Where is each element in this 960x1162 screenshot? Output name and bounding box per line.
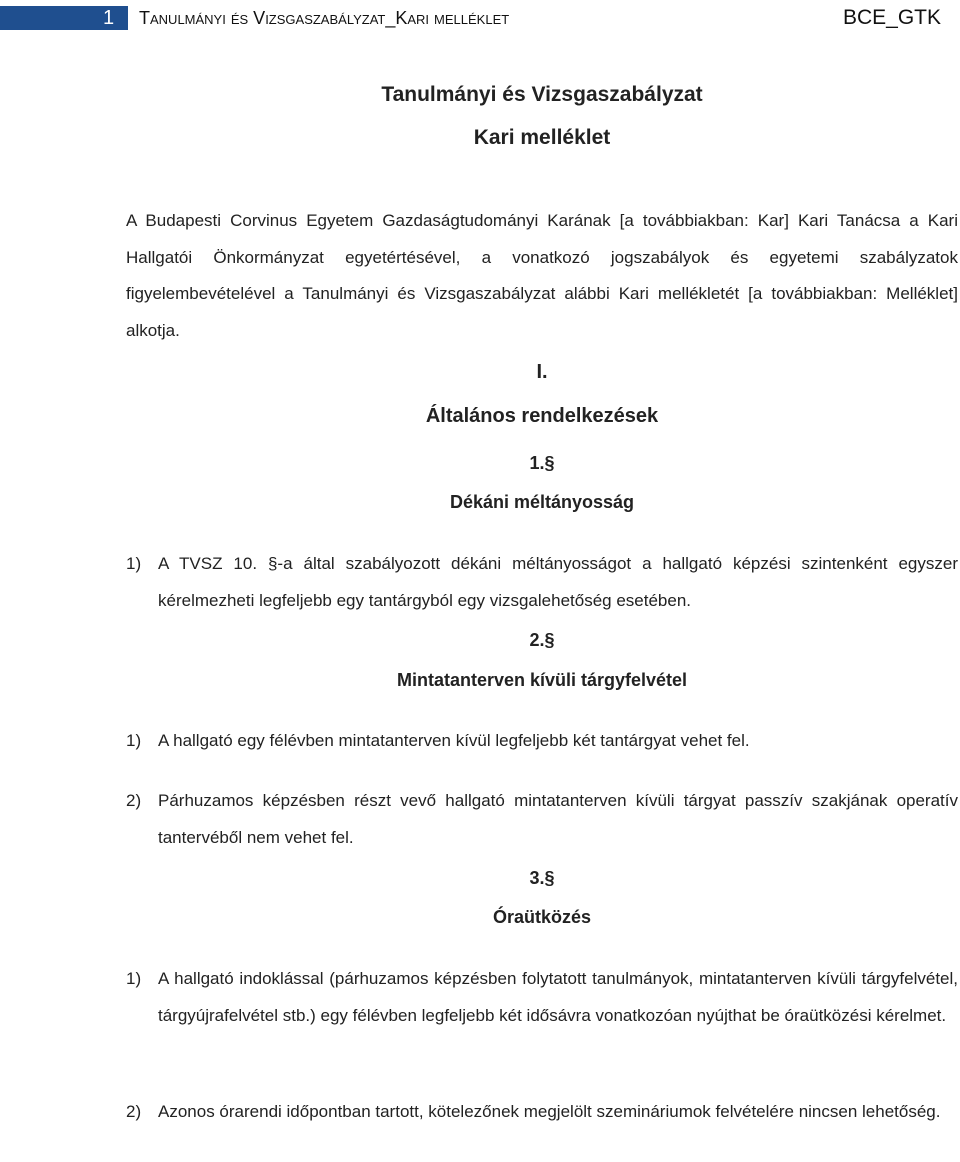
intro-paragraph: A Budapesti Corvinus Egyetem Gazdaságtudományi Karának [a továbbiakban: Kar] Kari Tanácsa a Kari Hallgatói Önkormányzat egyetértésével, a vonatkozó jogszabályok és egyetemi szabályzatok figyelembevételével a Tanulmányi és Vizsgaszabályzat alábbi Kari mellékletét [a továbbiakban: Melléklet] alkotja. bbox=[126, 211, 958, 340]
section-number: 1.§ bbox=[529, 453, 555, 473]
document-subtitle: Kari melléklet bbox=[473, 126, 611, 149]
item-number: 1) bbox=[126, 969, 142, 988]
section-number: 3.§ bbox=[529, 868, 555, 888]
list-item bbox=[126, 782, 958, 856]
section-number: 2.§ bbox=[529, 630, 555, 650]
list-item bbox=[126, 1093, 958, 1130]
list-item bbox=[126, 545, 958, 619]
item-number: 2) bbox=[126, 791, 142, 810]
section-title: Óraütközés bbox=[492, 907, 592, 927]
list-item bbox=[126, 722, 958, 759]
item-text: Párhuzamos képzésben részt vevő hallgató mintatanterven kívüli tárgyat passzív szakjának operatív tantervéből nem vehet fel. bbox=[158, 791, 958, 847]
page-number: 1 bbox=[103, 7, 115, 29]
page-number-box bbox=[0, 6, 128, 30]
list-item bbox=[126, 960, 958, 1034]
section-title: Mintatanterven kívüli tárgyfelvétel bbox=[396, 670, 688, 690]
document-title: Tanulmányi és Vizsgaszabályzat bbox=[381, 83, 703, 106]
chapter-title: Általános rendelkezések bbox=[425, 405, 659, 427]
section-title: Dékáni méltányosság bbox=[449, 492, 635, 512]
item-text: A hallgató indoklással (párhuzamos képzésben folytatott tanulmányok, mintatanterven kívüli tárgyfelvétel, tárgyújrafelvétel stb.) egy félévben legfeljebb két idősávra vonatkozóan nyújthat be óraütközési kérelmet. bbox=[158, 969, 958, 1025]
item-number: 1) bbox=[126, 554, 142, 573]
running-header-code: BCE_GTK bbox=[842, 6, 941, 29]
item-text: A TVSZ 10. §-a által szabályozott dékáni méltányosságot a hallgató képzési szintenként egyszer kérelmezheti legfeljebb egy tantárgyból egy vizsgalehetőség esetében. bbox=[158, 554, 958, 610]
item-text: A hallgató egy félévben mintatanterven kívül legfeljebb két tantárgyat vehet fel. bbox=[158, 731, 750, 750]
item-number: 1) bbox=[126, 731, 142, 750]
running-header-title: Tanulmányi és Vizsgaszabályzat_Kari melléklet bbox=[139, 8, 510, 28]
chapter-numeral: I. bbox=[536, 361, 548, 383]
item-text: Azonos órarendi időpontban tartott, kötelezőnek megjelölt szemináriumok felvételére nincsen lehetőség. bbox=[158, 1102, 941, 1121]
item-number: 2) bbox=[126, 1102, 142, 1121]
